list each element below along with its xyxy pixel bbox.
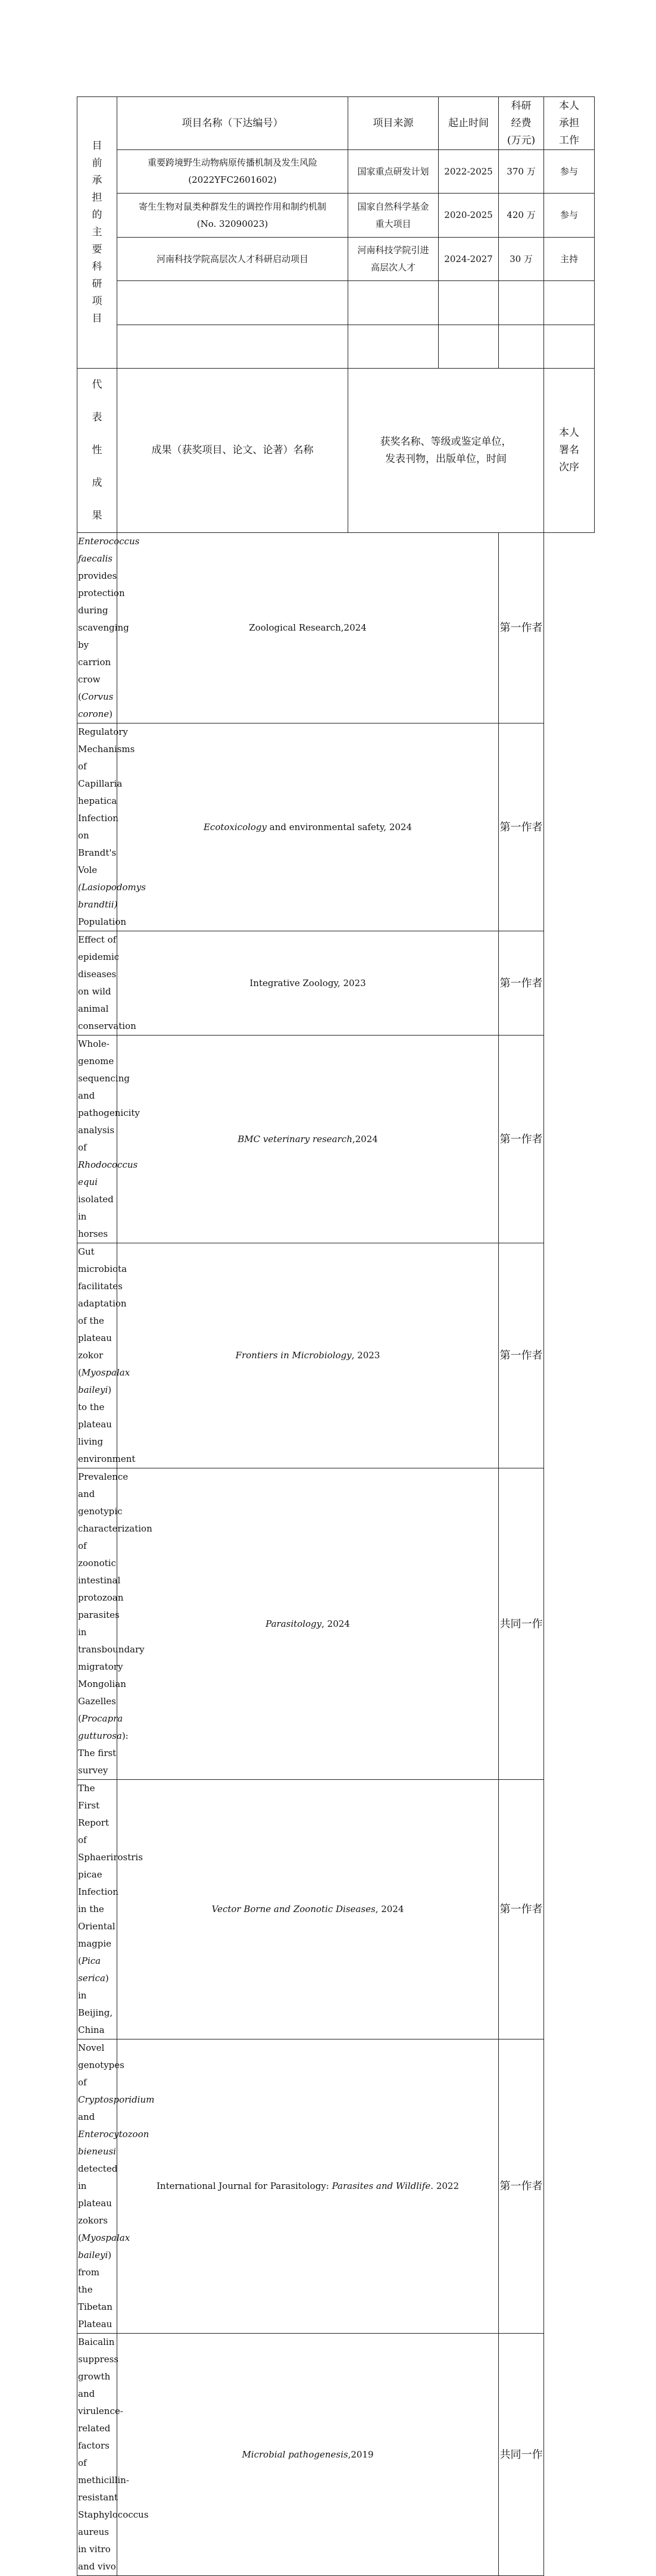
project-row xyxy=(77,238,595,281)
achievement-venue: Zoological Research,2024 xyxy=(117,533,499,723)
achievement-venue: Integrative Zoology, 2023 xyxy=(117,931,499,1036)
achievements-section-char: 代 xyxy=(92,379,102,391)
research-form-table xyxy=(77,96,595,2576)
achievement-row xyxy=(77,533,595,723)
header-achievement-venue: 获奖名称、等级或鉴定单位， 发表刊物，出版单位，时间 xyxy=(348,369,544,533)
achievement-venue: International Journal for Parasitology: Parasites and Wildlife. 2022 xyxy=(117,2039,499,2334)
achievement-row xyxy=(77,931,595,1036)
achievements-section-char: 表 xyxy=(92,411,102,423)
project-funding: 30 万 xyxy=(499,238,544,281)
project-role: 参与 xyxy=(544,150,595,194)
projects-section-char: 前 xyxy=(92,157,102,169)
projects-section-char: 科 xyxy=(92,261,102,273)
achievement-row xyxy=(77,1243,595,1468)
achievements-section-char: 性 xyxy=(92,444,102,456)
project-role: 主持 xyxy=(544,238,595,281)
achievement-title: Baicalin suppress growth and virulence-related factors of methicillin-resistant Staphylococcus aureus in vitro and vivo xyxy=(77,2334,117,2576)
achievement-title: Prevalence and genotypic characterization of zoonotic intestinal protozoan parasites in transboundary migratory Mongolian Gazelles (Procapra gutturosa): The first survey xyxy=(77,1468,117,1780)
project-row xyxy=(77,194,595,238)
header-project-role: 本人 承担 工作 xyxy=(544,97,595,150)
achievement-row xyxy=(77,1780,595,2039)
achievement-row xyxy=(77,723,595,931)
header-project-name: 项目名称（下达编号） xyxy=(117,97,348,150)
achievement-venue: Parasitology, 2024 xyxy=(117,1468,499,1780)
author-order: 第一作者 xyxy=(499,533,544,723)
projects-section-char: 目 xyxy=(92,313,102,325)
project-name: 寄生生物对鼠类种群发生的调控作用和制约机制 (No. 32090023) xyxy=(117,194,348,238)
projects-section-char: 主 xyxy=(92,226,102,238)
projects-section-label xyxy=(77,97,117,369)
project-row-empty xyxy=(77,325,595,369)
author-order: 第一作者 xyxy=(499,1780,544,2039)
project-source: 国家自然科学基金 重大项目 xyxy=(348,194,439,238)
author-order: 第一作者 xyxy=(499,2039,544,2334)
achievement-title: Enterococcus faecalis provides protection during scavenging by carrion crow (Corvus corone) xyxy=(77,533,117,723)
projects-section-char: 目 xyxy=(92,140,102,152)
achievement-title: Regulatory Mechanisms of Capillaria hepatica Infection on Brandt's Vole (Lasiopodomys brandtii) Population xyxy=(77,723,117,931)
achievement-venue: BMC veterinary research,2024 xyxy=(117,1036,499,1243)
project-name: 重要跨境野生动物病原传播机制及发生风险 (2022YFC2601602) xyxy=(117,150,348,194)
project-source: 河南科技学院引进 高层次人才 xyxy=(348,238,439,281)
project-row-empty xyxy=(77,281,595,325)
author-order: 第一作者 xyxy=(499,723,544,931)
project-source: 国家重点研发计划 xyxy=(348,150,439,194)
header-project-source: 项目来源 xyxy=(348,97,439,150)
header-author-order: 本人 署名 次序 xyxy=(544,369,595,533)
project-period: 2020-2025 xyxy=(439,194,499,238)
achievement-venue: Microbial pathogenesis,2019 xyxy=(117,2334,499,2576)
project-row xyxy=(77,150,595,194)
achievements-section-label xyxy=(77,369,117,533)
author-order: 第一作者 xyxy=(499,1036,544,1243)
project-funding: 370 万 xyxy=(499,150,544,194)
author-order: 第一作者 xyxy=(499,1243,544,1468)
project-funding: 420 万 xyxy=(499,194,544,238)
achievement-venue: Frontiers in Microbiology, 2023 xyxy=(117,1243,499,1468)
projects-section-char: 承 xyxy=(92,174,102,186)
achievement-venue: Ecotoxicology and environmental safety, 2024 xyxy=(117,723,499,931)
form-table-frame xyxy=(77,96,594,2572)
project-name: 河南科技学院高层次人才科研启动项目 xyxy=(117,238,348,281)
achievement-title: Whole-genome sequencing and pathogenicity analysis of Rhodococcus equi isolated in horses xyxy=(77,1036,117,1243)
achievement-title: Novel genotypes of Cryptosporidium and Enterocytozoon bieneusi detected in plateau zokors (Myospalax baileyi) from the Tibetan Plateau xyxy=(77,2039,117,2334)
author-order: 共同一作 xyxy=(499,1468,544,1780)
achievements-section-char: 成 xyxy=(92,477,102,489)
projects-section-char: 担 xyxy=(92,192,102,204)
projects-section-char: 要 xyxy=(92,244,102,255)
achievement-row xyxy=(77,2334,595,2576)
header-achievement-name: 成果（获奖项目、论文、论著）名称 xyxy=(117,369,348,533)
achievements-section-char: 果 xyxy=(92,510,102,522)
achievement-venue: Vector Borne and Zoonotic Diseases, 2024 xyxy=(117,1780,499,2039)
achievements-header-row xyxy=(77,369,595,533)
header-project-period: 起止时间 xyxy=(439,97,499,150)
projects-header-row xyxy=(77,97,595,150)
project-role: 参与 xyxy=(544,194,595,238)
header-project-funding: 科研 经费 (万元) xyxy=(499,97,544,150)
achievement-title: The First Report of Sphaerirostris picae Infection in the Oriental magpie (Pica serica) in Beijing, China xyxy=(77,1780,117,2039)
author-order: 第一作者 xyxy=(499,931,544,1036)
author-order: 共同一作 xyxy=(499,2334,544,2576)
project-period: 2024-2027 xyxy=(439,238,499,281)
projects-section-char: 项 xyxy=(92,295,102,307)
project-period: 2022-2025 xyxy=(439,150,499,194)
projects-section-char: 研 xyxy=(92,278,102,290)
achievement-row xyxy=(77,1036,595,1243)
projects-section-char: 的 xyxy=(92,209,102,221)
achievement-title: Gut microbiota facilitates adaptation of the plateau zokor (Myospalax baileyi) to the plateau living environment xyxy=(77,1243,117,1468)
achievement-row xyxy=(77,1468,595,1780)
achievement-row xyxy=(77,2039,595,2334)
achievement-title: Effect of epidemic diseases on wild animal conservation xyxy=(77,931,117,1036)
